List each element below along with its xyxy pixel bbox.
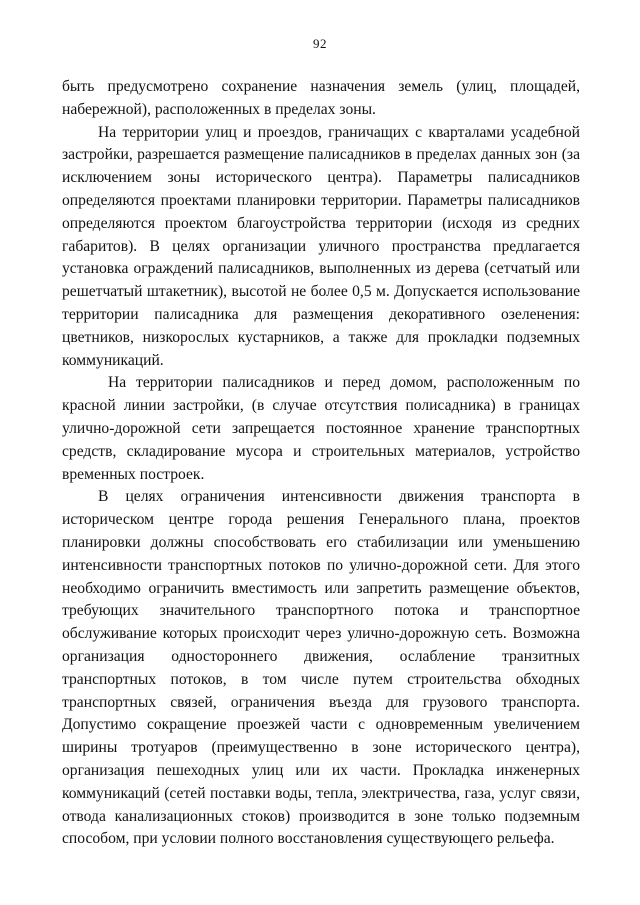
paragraph-storage-prohibition: На территории палисадников и перед домом, расположенным по красной линии застройки, (в случае отсутствия полисадника) в границах улично-дорожной сети запрещается постоянное хранение транспортных средств, складирование мусора и строительных материалов, устройство временных построек. — [62, 374, 580, 483]
paragraph-front-gardens: На территории улиц и проездов, граничащих с кварталами усадебной застройки, разрешается размещение палисадников в пределах данных зон (за исключением зоны исторического центра). Параметры палисадников определяются проектами планировки территории. Параметры палисадников определяются проектом благоустройства территории (исходя из средних габаритов). В целях организации уличного пространства предлагается установка ограждений палисадников, выполненных из дерева (сетчатый или решетчатый штакетник), высотой не более 0,5 м. Допускается использование территории палисадника для размещения декоративного озеленения: цветников, низкорослых кустарников, а также для прокладки подземных коммуникаций. — [62, 123, 580, 369]
paragraph-traffic-limitation: В целях ограничения интенсивности движения транспорта в историческом центре города решения Генерального плана, проектов планировки должны способствовать его стабилизации или уменьшению интенсивности транспортных потоков по улично-дорожной сети. Для этого необходимо ограничить вместимость или запретить размещение объектов, требующих значительного транспортного потока и транспортное обслуживание которых происходит через улично-дорожную сеть. Возможна организация одностороннего движения, ослабление транзитных транспортных потоков, в том числе путем строительства обходных транспортных связей, ограничения въезда для грузового транспорта. Допустимо сокращение проезжей части с одновременным увеличением ширины тротуаров (преимущественно в зоне исторического центра), организация пешеходных улиц или их части. Прокладка инженерных коммуникаций (сетей поставки воды, тепла, электричества, газа, услуг связи, отвода канализационных стоков) производится в зоне только подземным способом, при условии полного восстановления существующего рельефа. — [62, 488, 580, 848]
document-body — [62, 76, 580, 851]
paragraph-continuation: быть предусмотрено сохранение назначения земель (улиц, площадей, набережной), расположенных в пределах зоны. — [62, 78, 580, 118]
page-number: 92 — [313, 36, 327, 51]
